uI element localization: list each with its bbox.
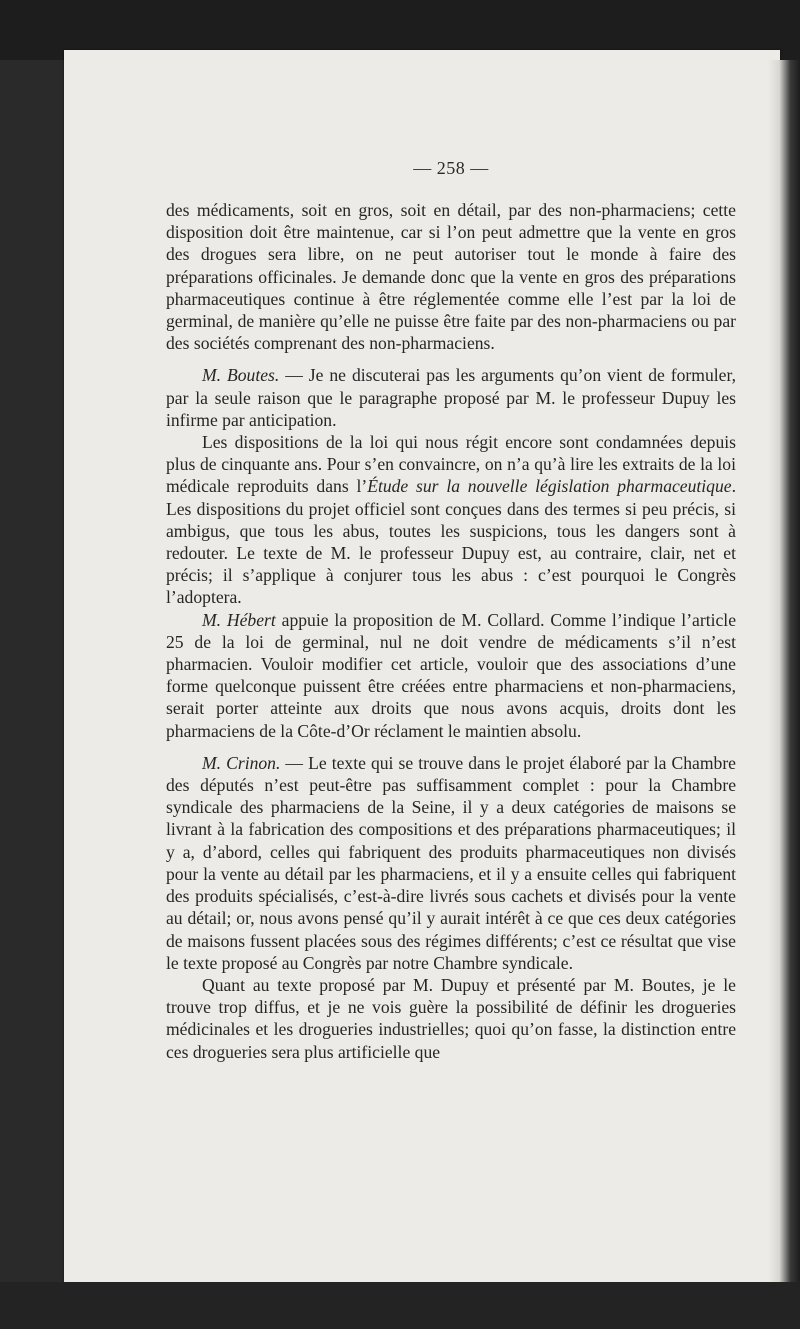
paragraph-text: . Les dispositions du projet officiel sont conçues dans des termes si peu précis, si ambigus, que tous les abus, toutes les suspicions, tous les dangers sont à redouter. Le texte de M. le professeur Dupuy est, au contraire, clair, net et précis; il s’applique à conjurer tous les abus : c’est pourquoi le Congrès l’adoptera. (166, 476, 736, 608)
paragraph-boutes (166, 364, 736, 431)
speaker-name: M. Boutes. (202, 365, 280, 386)
page-gutter-edge (768, 60, 800, 1282)
scan-bottom-border (0, 1282, 800, 1329)
speaker-name: M. Crinon. (202, 752, 281, 773)
paragraph-text: Quant au texte proposé par M. Dupuy et présenté par M. Boutes, je le trouve trop diffus, et je ne vois guère la possibilité de définir les drogueries médicinales et les drogueries industrielles; quoi qu’on fasse, la distinction entre ces drogueries sera plus artificielle que (166, 974, 736, 1062)
speaker-name: M. Hébert (202, 609, 276, 630)
paragraph-quant-au-texte (166, 974, 736, 1063)
paragraph-hebert (166, 609, 736, 742)
page-number: — 258 — (413, 158, 489, 178)
paragraph-text: — Le texte qui se trouve dans le projet élaboré par la Chambre des députés n’est peut-être pas suffisamment complet : pour la Chambre syndicale des pharmaciens de la Seine, il y a deux catégories de maisons se livrant à la fabrication des compositions et des préparations pharmaceutiques; il y a, d’abord, celles qui fabriquent des produits pharmaceutiques non divisés pour la vente au détail par les pharmaciens, et il y a ensuite celles qui fabriquent des produits spécialisés, c’est-à-dire livrés sous cachets et divisés pour la vente au détail; or, nous avons pensé qu’il y aurait intérêt à ce que ces deux catégories de maisons fussent placées sous des régimes différents; c’est ce résultat que vise le texte proposé au Congrès par notre Chambre syndicale. (166, 752, 736, 973)
paragraph-text: des médicaments, soit en gros, soit en détail, par des non-pharmaciens; cette disposition doit être maintenue, car si l’on peut admettre que la vente en gros des drogues sera libre, on ne peut autoriser tout le monde à faire des préparations officinales. Je demande donc que la vente en gros des préparations pharmaceutiques continue à être réglementée comme elle l’est par la loi de germinal, de manière qu’elle ne puisse être faite par des non-pharmaciens ou par des sociétés comprenant des non-pharmaciens. (166, 200, 736, 354)
body-text (166, 199, 736, 1063)
paragraph-text: appuie la proposition de M. Collard. Comme l’indique l’article 25 de la loi de germinal, nul ne doit vendre de médicaments s’il n’est pharmacien. Vouloir modifier cet article, vouloir que des associations d’une forme quelconque puissent être créées entre pharmaciens et non-pharmaciens, serait porter atteinte aux droits que nous avons acquis, droits dont les pharmaciens de la Côte-d’Or réclament le maintien absolu. (166, 609, 737, 741)
paragraph-crinon (166, 752, 736, 974)
citation-title: Étude sur la nouvelle législation pharmaceutique (367, 476, 732, 497)
paragraph-text: — Je ne discuterai pas les arguments qu’on vient de formuler, par la seule raison que le paragraphe proposé par M. le professeur Dupuy les infirme par anticipation. (166, 365, 736, 430)
paragraph-text: Les dispositions de la loi qui nous régit encore sont condamnées depuis plus de cinquante ans. Pour s’en convaincre, on n’a qu’à lire les extraits de la loi médicale reproduits dans l’ (166, 432, 736, 497)
paragraph-dispositions (166, 431, 736, 609)
paragraph-continuation (166, 199, 736, 354)
